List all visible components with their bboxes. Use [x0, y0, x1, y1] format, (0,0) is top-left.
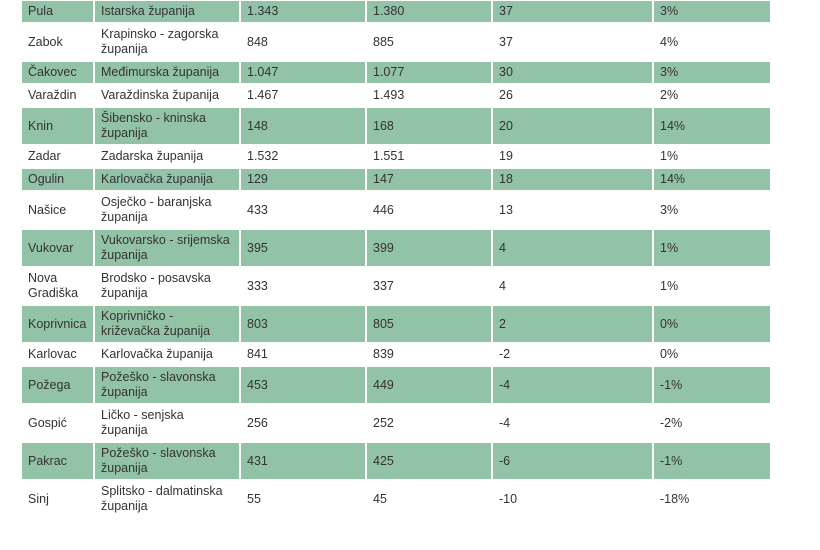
city-cell: Čakovec: [22, 61, 94, 84]
value-1-cell: 1.047: [240, 61, 366, 84]
table-row: [22, 191, 770, 229]
percent-cell: 3%: [653, 0, 770, 23]
value-2-cell: 1.380: [366, 0, 492, 23]
value-2-cell: 337: [366, 267, 492, 305]
county-cell: Varaždinska županija: [94, 84, 240, 107]
percent-cell: 0%: [653, 305, 770, 343]
county-cell: Šibensko - kninska županija: [94, 107, 240, 145]
county-cell: Splitsko - dalmatinska županija: [94, 480, 240, 518]
table-row: [22, 145, 770, 168]
county-cell: Istarska županija: [94, 0, 240, 23]
county-cell: Karlovačka županija: [94, 168, 240, 191]
city-cell: Knin: [22, 107, 94, 145]
percent-cell: 3%: [653, 61, 770, 84]
value-1-cell: 433: [240, 191, 366, 229]
value-1-cell: 1.467: [240, 84, 366, 107]
table-row: [22, 84, 770, 107]
difference-cell: 19: [492, 145, 653, 168]
county-cell: Brodsko - posavska županija: [94, 267, 240, 305]
percent-cell: 1%: [653, 267, 770, 305]
value-2-cell: 1.551: [366, 145, 492, 168]
difference-cell: -6: [492, 442, 653, 480]
difference-cell: 2: [492, 305, 653, 343]
value-1-cell: 803: [240, 305, 366, 343]
value-1-cell: 1.343: [240, 0, 366, 23]
percent-cell: 14%: [653, 107, 770, 145]
city-cell: Vukovar: [22, 229, 94, 267]
percent-cell: 3%: [653, 191, 770, 229]
value-2-cell: 1.493: [366, 84, 492, 107]
county-cell: Zadarska županija: [94, 145, 240, 168]
value-2-cell: 839: [366, 343, 492, 366]
table-row: [22, 343, 770, 366]
percent-cell: 2%: [653, 84, 770, 107]
city-cell: Našice: [22, 191, 94, 229]
difference-cell: 4: [492, 229, 653, 267]
city-cell: Ogulin: [22, 168, 94, 191]
county-cell: Požeško - slavonska županija: [94, 366, 240, 404]
value-1-cell: 395: [240, 229, 366, 267]
difference-cell: -4: [492, 404, 653, 442]
city-cell: Zadar: [22, 145, 94, 168]
value-2-cell: 399: [366, 229, 492, 267]
county-cell: Vukovarsko - srijemska županija: [94, 229, 240, 267]
difference-cell: 18: [492, 168, 653, 191]
city-cell: Požega: [22, 366, 94, 404]
county-cell: Osječko - baranjska županija: [94, 191, 240, 229]
percent-cell: -2%: [653, 404, 770, 442]
percent-cell: 14%: [653, 168, 770, 191]
county-cell: Krapinsko - zagorska županija: [94, 23, 240, 61]
data-table: [22, 0, 770, 519]
difference-cell: -10: [492, 480, 653, 518]
difference-cell: -2: [492, 343, 653, 366]
table-row: [22, 168, 770, 191]
county-cell: Karlovačka županija: [94, 343, 240, 366]
county-cell: Koprivničko - križevačka županija: [94, 305, 240, 343]
percent-cell: 4%: [653, 23, 770, 61]
difference-cell: 37: [492, 0, 653, 23]
table-row: [22, 267, 770, 305]
value-2-cell: 1.077: [366, 61, 492, 84]
city-cell: Varaždin: [22, 84, 94, 107]
difference-cell: 4: [492, 267, 653, 305]
difference-cell: 37: [492, 23, 653, 61]
value-1-cell: 129: [240, 168, 366, 191]
county-cell: Međimurska županija: [94, 61, 240, 84]
city-cell: Sinj: [22, 480, 94, 518]
county-cell: Ličko - senjska županija: [94, 404, 240, 442]
percent-cell: 1%: [653, 145, 770, 168]
value-2-cell: 168: [366, 107, 492, 145]
value-2-cell: 805: [366, 305, 492, 343]
percent-cell: -18%: [653, 480, 770, 518]
value-1-cell: 256: [240, 404, 366, 442]
table-row: [22, 229, 770, 267]
value-1-cell: 848: [240, 23, 366, 61]
percent-cell: 0%: [653, 343, 770, 366]
difference-cell: 26: [492, 84, 653, 107]
table-row: [22, 0, 770, 23]
city-cell: Karlovac: [22, 343, 94, 366]
table-row: [22, 305, 770, 343]
percent-cell: -1%: [653, 442, 770, 480]
value-1-cell: 841: [240, 343, 366, 366]
value-2-cell: 446: [366, 191, 492, 229]
value-1-cell: 453: [240, 366, 366, 404]
value-2-cell: 425: [366, 442, 492, 480]
table-row: [22, 366, 770, 404]
table-row: [22, 480, 770, 518]
value-2-cell: 147: [366, 168, 492, 191]
percent-cell: 1%: [653, 229, 770, 267]
table-row: [22, 442, 770, 480]
value-1-cell: 333: [240, 267, 366, 305]
table-row: [22, 107, 770, 145]
city-cell: Pakrac: [22, 442, 94, 480]
value-2-cell: 252: [366, 404, 492, 442]
value-2-cell: 45: [366, 480, 492, 518]
percent-cell: -1%: [653, 366, 770, 404]
difference-cell: 20: [492, 107, 653, 145]
value-2-cell: 449: [366, 366, 492, 404]
value-1-cell: 431: [240, 442, 366, 480]
city-cell: Gospić: [22, 404, 94, 442]
table-row: [22, 61, 770, 84]
table-row: [22, 23, 770, 61]
difference-cell: 13: [492, 191, 653, 229]
value-1-cell: 148: [240, 107, 366, 145]
city-cell: Pula: [22, 0, 94, 23]
county-cell: Požeško - slavonska županija: [94, 442, 240, 480]
data-table-container: [22, 0, 770, 519]
difference-cell: -4: [492, 366, 653, 404]
table-body: [22, 0, 770, 518]
value-1-cell: 55: [240, 480, 366, 518]
city-cell: Nova Gradiška: [22, 267, 94, 305]
city-cell: Zabok: [22, 23, 94, 61]
table-row: [22, 404, 770, 442]
value-1-cell: 1.532: [240, 145, 366, 168]
difference-cell: 30: [492, 61, 653, 84]
value-2-cell: 885: [366, 23, 492, 61]
city-cell: Koprivnica: [22, 305, 94, 343]
